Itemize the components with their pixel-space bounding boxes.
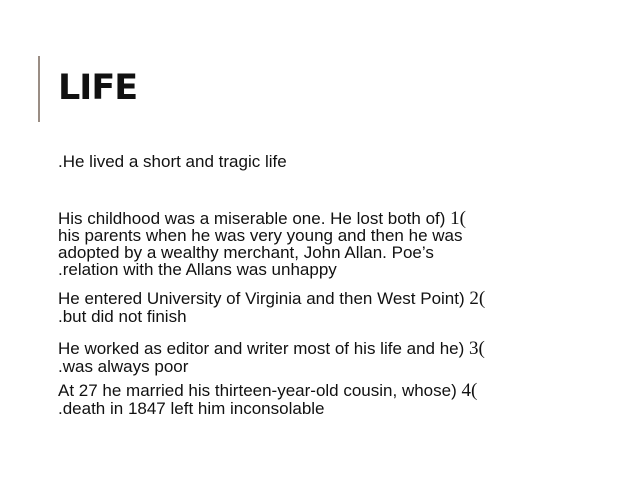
point-1 bbox=[58, 210, 466, 278]
point-4-number: 4( bbox=[461, 380, 478, 401]
point-1-number: 1( bbox=[450, 208, 466, 229]
intro-text bbox=[58, 152, 287, 172]
point-2-line-2: .but did not finish bbox=[58, 307, 187, 326]
point-2-line-1: He entered University of Virginia and then West Point) 2( bbox=[58, 288, 486, 309]
intro-line: .He lived a short and tragic life bbox=[58, 152, 287, 171]
point-3-line-1: He worked as editor and writer most of his life and he) 3( bbox=[58, 338, 485, 359]
point-1-line-4: .relation with the Allans was unhappy bbox=[58, 260, 337, 279]
point-1-line-1: His childhood was a miserable one. He lost both of) 1( bbox=[58, 208, 466, 229]
point-4-line-1: At 27 he married his thirteen-year-old cousin, whose) 4( bbox=[58, 380, 478, 401]
point-3-number: 3( bbox=[469, 338, 485, 359]
point-1-line-2: his parents when he was very young and then he was bbox=[58, 226, 463, 245]
point-3 bbox=[58, 340, 485, 376]
point-1-line-3: adopted by a wealthy merchant, John Allan. Poe’s bbox=[58, 243, 434, 262]
slide-title: LIFE bbox=[58, 68, 138, 108]
point-3-line-2: .was always poor bbox=[58, 357, 189, 376]
point-2 bbox=[58, 290, 485, 326]
point-2-number: 2( bbox=[469, 288, 486, 309]
point-4 bbox=[58, 382, 477, 418]
point-4-line-2: .death in 1847 left him inconsolable bbox=[58, 399, 325, 418]
title-accent-bar bbox=[38, 56, 40, 122]
